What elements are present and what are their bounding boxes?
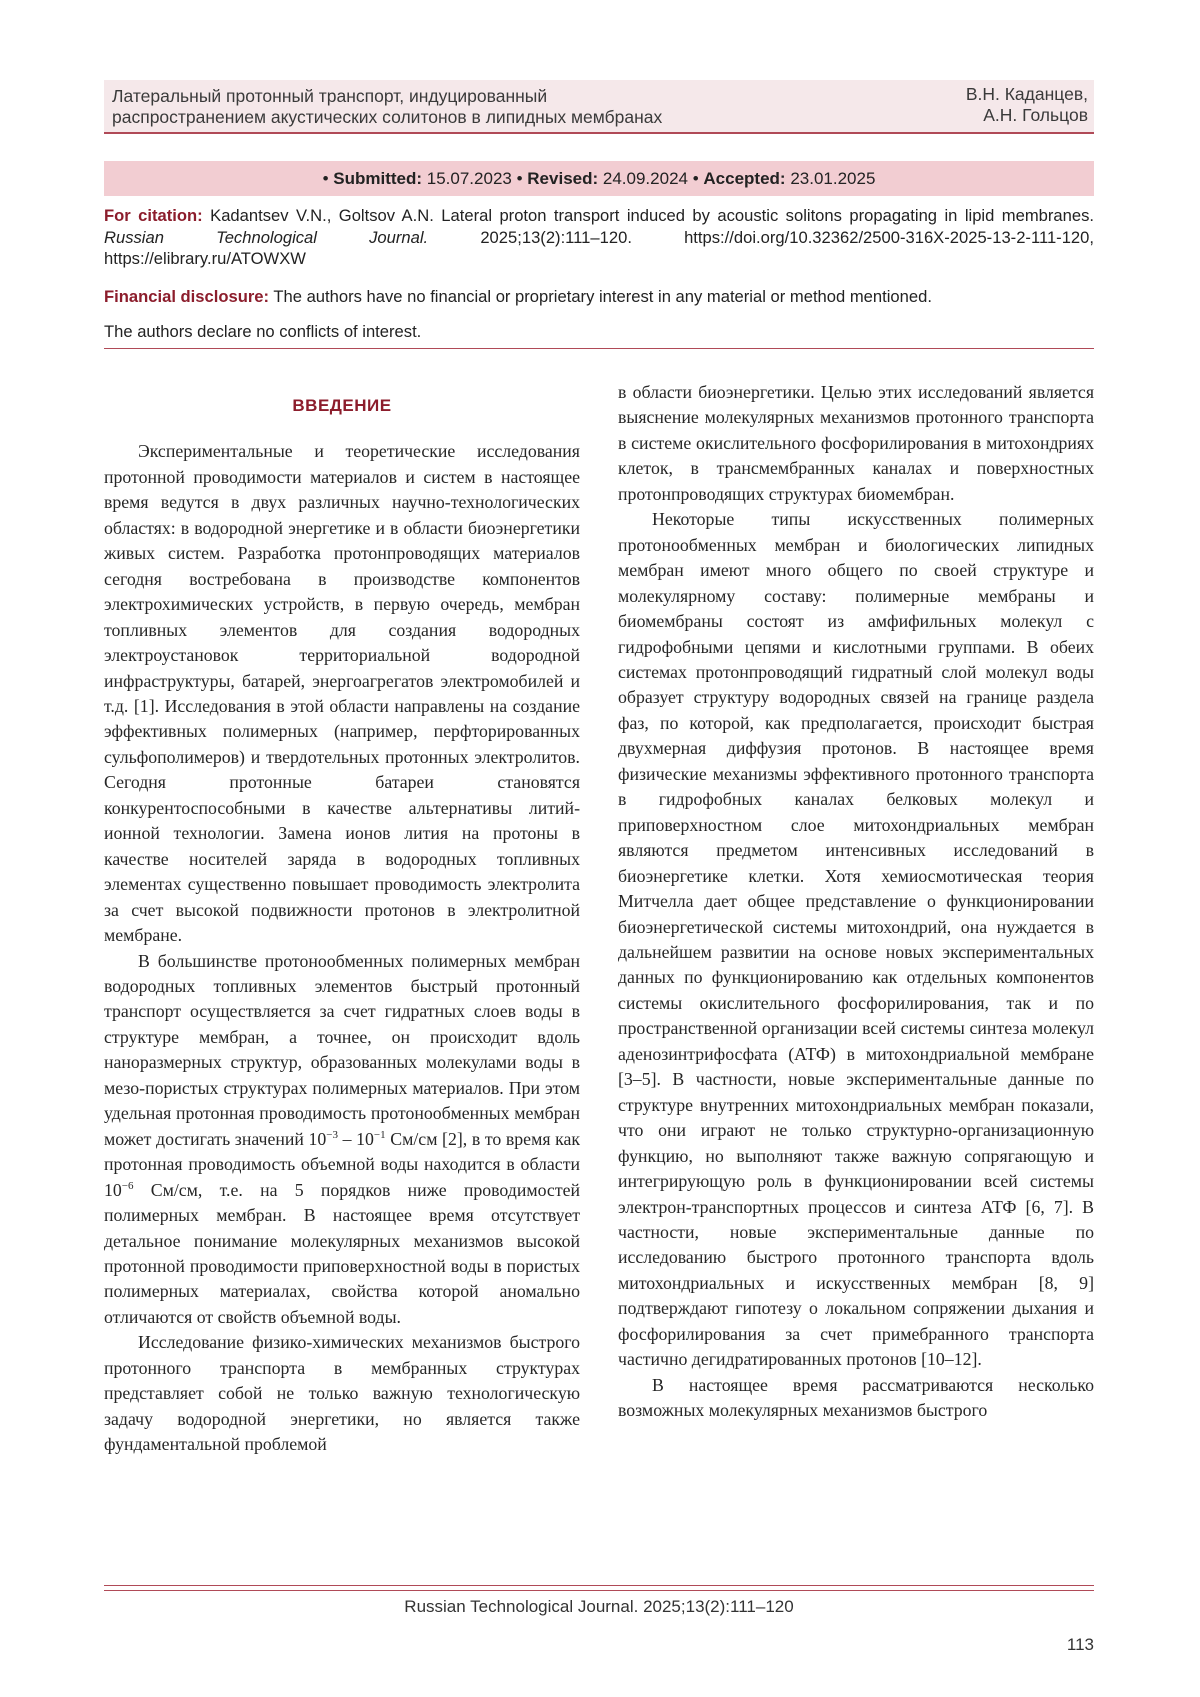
citation-block	[104, 205, 1094, 270]
submitted-date: 15.07.2023	[426, 168, 512, 188]
running-header	[104, 80, 1094, 134]
right-column	[618, 380, 1094, 1424]
footer-journal: Russian Technological Journal. 2025;13(2):111–120	[404, 1597, 794, 1616]
paragraph: Экспериментальные и теоретические исследования протонной проводимости материалов и систем в настоящее время ведутся в двух различных научно-технологических областях: в водородной энергетике и в области биоэнергетики живых систем. Разработка протонпроводящих материалов сегодня востребована в производстве компонентов электрохимических устройств, в первую очередь, мембран топливных элементов для создания водородных электроустановок территориальной водородной инфраструктуры, батарей, энергоагрегатов электромобилей и т.д. [1]. Исследования в этой области направлены на создание эффективных полимерных (например, перфторированных сульфополимеров) и твердотельных протонных электролитов. Сегодня протонные батареи становятся конкурентоспособными в качестве альтернативы литий-ионной технологии. Замена ионов лития на протоны в качестве носителей заряда в водородных топливных элементах существенно повышает проводимость электролита за счет высокой подвижности протонов в электролитной мембране.	[104, 441, 580, 946]
submitted-label: Submitted:	[333, 168, 423, 188]
disclosure-text: The authors have no financial or proprietary interest in any material or method mentioned.	[273, 287, 932, 306]
running-title-line1: Латеральный протонный транспорт, индуцированный	[112, 86, 548, 106]
financial-disclosure	[104, 286, 1094, 308]
accepted-label: Accepted:	[703, 168, 786, 188]
footer-divider	[104, 1590, 1094, 1591]
revised-label: Revised:	[527, 168, 599, 188]
citation-journal: Russian Technological Journal.	[104, 227, 429, 247]
footer-divider	[104, 1585, 1094, 1586]
citation-text: Kadantsev V.N., Goltsov A.N. Lateral proton transport induced by acoustic solitons propagating in lipid membranes.	[210, 206, 1094, 225]
paragraph: В большинстве протонообменных полимерных мембран водородных топливных элементов быстрый протонный транспорт осуществляется за счет гидратных слоев воды в структуре мембран, а точнее, он происходит вдоль наноразмерных структур, образованных молекулами воды в мезо-пористых структурах полимерных материалов. При этом удельная протонная проводимость протонообменных мембран может достигать значений $10^{-3} - 10^{-1}$ См/см [2], в то время как протонная проводимость объемной воды находится в области $10^{-6}$ См/см, т.е. на 5 порядков ниже проводимостей полимерных мембран. В настоящее время отсутствует детальное понимание молекулярных механизмов высокой протонной проводимости приповерхностной воды в пористых полимерных материалах, свойства которой аномально отличаются от свойств объемной воды.	[104, 950, 581, 1327]
section-heading: ВВЕДЕНИЕ	[292, 396, 392, 415]
citation-label: For citation:	[104, 206, 203, 225]
left-column	[104, 378, 580, 1458]
bullet: •	[322, 168, 329, 188]
paragraph: В настоящее время рассматриваются несколько возможных молекулярных механизмов быстрого	[618, 1374, 1094, 1421]
paragraph: в области биоэнергетики. Целью этих исследований является выяснение молекулярных механизмов протонного транспорта в системе окислительного фосфорилирования в митохондриях клеток, в трансмембранных каналах и поверхностных протонпроводящих структурах биомембран.	[618, 382, 1094, 504]
citation-details: 2025;13(2):111–120. https://doi.org/10.32362/2500-316X-2025-13-2-111-120, https://elibrary.ru/ATOWXW	[104, 227, 1094, 268]
running-title	[112, 86, 812, 128]
paragraph: Исследование физико-химических механизмов быстрого протонного транспорта в мембранных структурах представляет собой не только важную технологическую задачу водородной энергетики, но является также фундаментальной проблемой	[104, 1332, 580, 1455]
revised-date: 24.09.2024	[602, 168, 688, 188]
disclosure-label: Financial disclosure:	[104, 287, 270, 306]
paragraph: Некоторые типы искусственных полимерных протонообменных мембран и биологических липидных мембран имеют много общего по своей структуре и молекулярному составу: полимерные мембраны и биомембраны состоят из амфифильных молекул с гидрофобными цепями и кислотными группами. В обеих системах протонпроводящий гидратный слой молекул воды образует структуру водородных связей на границе раздела фаз, по которой, как предполагается, происходит быстрая двухмерная диффузия протонов. В настоящее время физические механизмы эффективного протонного транспорта в гидрофобных каналах белковых молекул и приповерхностном слое митохондриальных мембран являются предметом интенсивных исследований в биоэнергетике клетки. Хотя хемиосмотическая теория Митчелла дает общее представление о функционировании биоэнергетической системы митохондрий, она нуждается в дальнейшем развитии на основе новых экспериментальных данных по функционированию как отдельных компонентов системы окислительного фосфорилирования, так и по пространственной организации всей системы синтеза молекул аденозинтрифосфата (АТФ) в митохондриальной мембране [3–5]. В частности, новые экспериментальные данные по структуре внутренних митохондриальных мембран показали, что они играют не только структурно-организационную функцию, но выполняют также важную сопрягающую и интегрирующую роль в функционировании всей системы электрон-транспортных процессов и синтеза АТФ [6, 7]. В частности, новые экспериментальные данные по исследованию быстрого протонного транспорта вдоль митохондриальных и искусственных мембран [8, 9] подтверждают гипотезу о локальном сопряжении дыхания и фосфорилирования за счет примебранного транспорта частично дегидратированных протонов [10–12].	[618, 509, 1094, 1370]
front-matter-divider	[104, 348, 1094, 349]
dates-band	[104, 161, 1094, 196]
author-1: В.Н. Каданцев,	[965, 84, 1088, 104]
running-authors	[966, 84, 1088, 126]
page-number: 113	[1066, 1635, 1094, 1654]
running-title-line2: распространением акустических солитонов в липидных мембранах	[112, 107, 663, 127]
bullet: •	[692, 168, 699, 188]
author-2: А.Н. Гольцов	[983, 105, 1088, 125]
bullet: •	[516, 168, 523, 188]
accepted-date: 23.01.2025	[790, 168, 876, 188]
conflicts-statement: The authors declare no conflicts of interest.	[104, 322, 422, 341]
